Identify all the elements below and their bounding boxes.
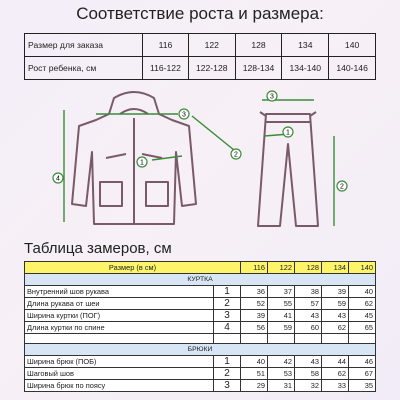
row-value: 51: [241, 368, 268, 380]
size-cell: 128-134: [235, 57, 282, 80]
row-value: 55: [268, 298, 295, 310]
size-row-label: Размер для заказа: [25, 34, 143, 57]
row-value: 40: [349, 286, 376, 298]
row-value: 39: [241, 310, 268, 322]
row-label: Ширина брюк (ПОБ): [25, 356, 214, 368]
svg-text:2: 2: [234, 151, 238, 159]
row-value: 46: [349, 356, 376, 368]
marker-jacket-4: [53, 173, 63, 183]
row-value: 41: [268, 310, 295, 322]
svg-text:1: 1: [140, 159, 144, 167]
row-value: 59: [322, 298, 349, 310]
measure-header-label: Размер (в см): [25, 262, 241, 274]
spacer-cell: [214, 334, 241, 344]
measure-header-row: [25, 262, 376, 274]
svg-text:3: 3: [182, 111, 186, 119]
svg-text:2: 2: [340, 183, 344, 191]
row-value: 58: [295, 368, 322, 380]
spacer-cell: [25, 334, 214, 344]
row-value: 42: [268, 356, 295, 368]
row-value: 67: [349, 368, 376, 380]
measure-table-title: Таблица замеров, см: [24, 240, 172, 257]
section-name: КУРТКА: [25, 274, 376, 286]
table-row: [25, 298, 376, 310]
row-label: Ширина брюк по поясу: [25, 380, 214, 392]
size-table: [24, 33, 376, 80]
row-value: 29: [241, 380, 268, 392]
table-row: [25, 286, 376, 298]
marker-jacket-3: [179, 109, 189, 119]
row-value: 62: [322, 322, 349, 334]
row-value: 43: [295, 356, 322, 368]
size-cell: 116-122: [143, 57, 189, 80]
table-row: [25, 322, 376, 334]
spacer-cell: [295, 334, 322, 344]
row-label: Длина куртки по спине: [25, 322, 214, 334]
spacer-cell: [349, 334, 376, 344]
row-number: 4: [214, 322, 241, 334]
row-number: 1: [214, 356, 241, 368]
size-cell: 140-146: [329, 57, 376, 80]
marker-pants-2: [337, 181, 347, 191]
size-cell: 122: [188, 34, 235, 57]
svg-text:4: 4: [56, 175, 60, 183]
table-row: [25, 356, 376, 368]
row-value: 56: [241, 322, 268, 334]
table-row: [25, 368, 376, 380]
size-row-height: [25, 57, 376, 80]
table-row: [25, 380, 376, 392]
size-cell: 140: [329, 34, 376, 57]
row-value: 33: [322, 380, 349, 392]
row-label: Ширина куртки (ПОГ): [25, 310, 214, 322]
row-value: 39: [322, 286, 349, 298]
size-row-order: [25, 34, 376, 57]
header-size: 122: [268, 262, 295, 274]
row-value: 62: [322, 368, 349, 380]
row-value: 43: [322, 310, 349, 322]
table-row: [25, 310, 376, 322]
spacer-cell: [322, 334, 349, 344]
measurement-markers: [53, 91, 347, 191]
row-number: 2: [214, 368, 241, 380]
row-value: 45: [349, 310, 376, 322]
row-value: 38: [295, 286, 322, 298]
row-label: Внутренний шов рукава: [25, 286, 214, 298]
header-size: 140: [349, 262, 376, 274]
row-value: 35: [349, 380, 376, 392]
size-cell: 134-140: [282, 57, 329, 80]
row-label: Длина рукава от шеи: [25, 298, 214, 310]
row-value: 31: [268, 380, 295, 392]
size-row-label: Рост ребенка, см: [25, 57, 143, 80]
row-value: 37: [268, 286, 295, 298]
measure-table: [24, 261, 376, 392]
header-size: 116: [241, 262, 268, 274]
row-value: 44: [322, 356, 349, 368]
marker-jacket-1: [137, 157, 147, 167]
size-cell: 116: [143, 34, 189, 57]
garment-diagram: [44, 86, 354, 236]
size-cell: 128: [235, 34, 282, 57]
row-value: 62: [349, 298, 376, 310]
row-value: 40: [241, 356, 268, 368]
row-value: 59: [268, 322, 295, 334]
header-size: 128: [295, 262, 322, 274]
marker-jacket-2: [231, 149, 241, 159]
row-value: 57: [295, 298, 322, 310]
page-title: Соответствие роста и размера:: [76, 4, 324, 23]
svg-text:1: 1: [286, 129, 290, 137]
row-value: 65: [349, 322, 376, 334]
svg-text:3: 3: [270, 93, 274, 101]
row-value: 32: [295, 380, 322, 392]
row-value: 36: [241, 286, 268, 298]
row-number: 3: [214, 380, 241, 392]
spacer-row: [25, 334, 376, 344]
row-number: 3: [214, 310, 241, 322]
row-value: 53: [268, 368, 295, 380]
row-number: 1: [214, 286, 241, 298]
marker-pants-3: [267, 91, 277, 101]
header-size: 134: [322, 262, 349, 274]
section-row-jacket: [25, 274, 376, 286]
marker-pants-1: [283, 127, 293, 137]
row-value: 60: [295, 322, 322, 334]
row-label: Шаговый шов: [25, 368, 214, 380]
jacket-outline: [72, 92, 196, 224]
row-value: 52: [241, 298, 268, 310]
row-number: 2: [214, 298, 241, 310]
spacer-cell: [241, 334, 268, 344]
size-cell: 122-128: [188, 57, 235, 80]
row-value: 43: [295, 310, 322, 322]
spacer-cell: [268, 334, 295, 344]
section-name: БРЮКИ: [25, 344, 376, 356]
section-row-pants: [25, 344, 376, 356]
size-cell: 134: [282, 34, 329, 57]
